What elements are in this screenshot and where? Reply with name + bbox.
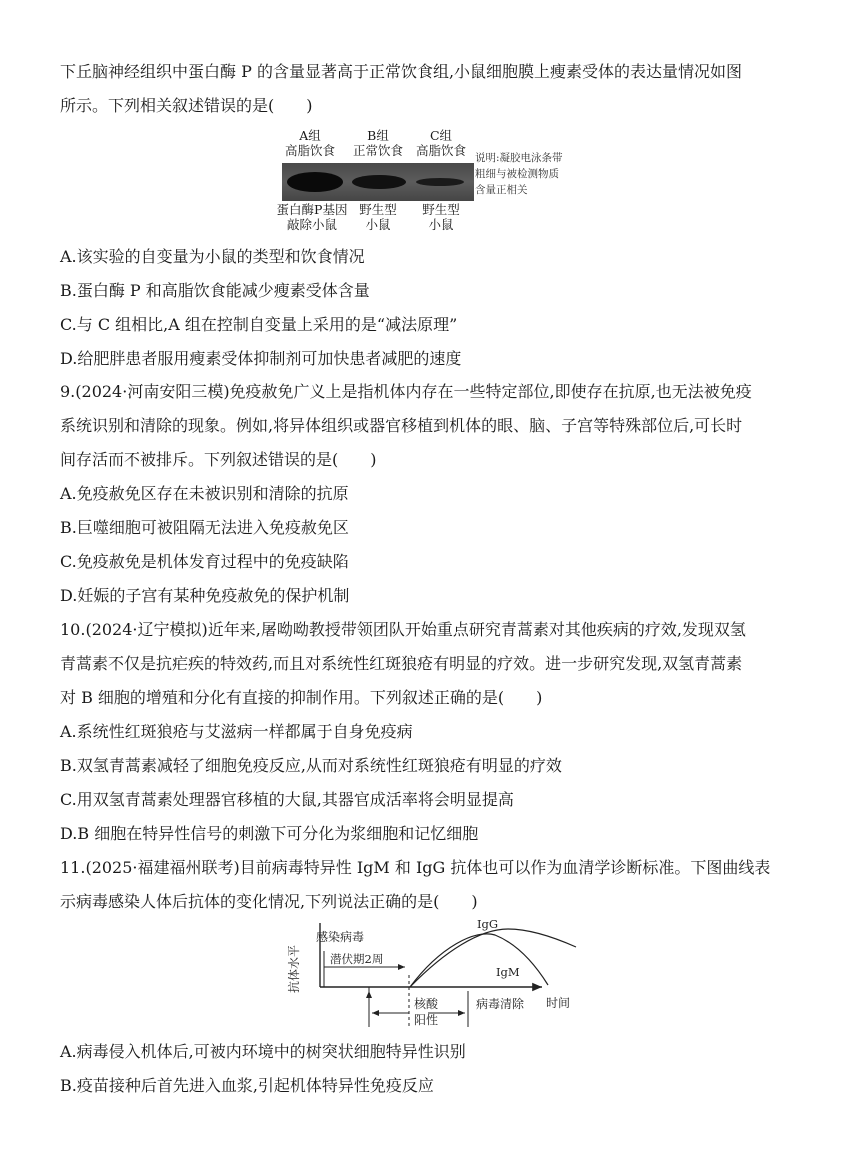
gel-image xyxy=(282,163,474,201)
q9-option-a: A.免疫赦免区存在未被识别和清除的抗原 xyxy=(60,484,349,503)
nucleic-positive-label-2: 阳性 xyxy=(414,1013,439,1027)
q8-stem-line-1: 下丘脑神经组织中蛋白酶 P 的含量显著高于正常饮食组,小鼠细胞膜上瘦素受体的表达量情况如图 xyxy=(60,62,743,81)
q8-stem-line-2: 所示。下列相关叙述错误的是( ) xyxy=(60,96,313,115)
igm-curve xyxy=(410,934,548,987)
q9-option-c: C.免疫赦免是机体发育过程中的免疫缺陷 xyxy=(60,552,349,571)
gel-band-a xyxy=(287,172,343,192)
gel-legend-note: 说明:凝胶电泳条带 粗细与被检测物质 含量正相关 xyxy=(475,152,563,196)
x-axis-label: 时间 xyxy=(546,996,571,1010)
q10-stem-line-1: 10.(2024·辽宁模拟)近年来,屠呦呦教授带领团队开始重点研究青蒿素对其他疾病的疗效,发现双氢 xyxy=(60,620,746,639)
q9-stem-line-1: 9.(2024·河南安阳三模)免疫赦免广义上是指机体内存在一些特定部位,即使存在抗原,也无法被免疫 xyxy=(60,382,752,401)
q11-stem-line-1: 11.(2025·福建福州联考)目前病毒特异性 IgM 和 IgG 抗体也可以作为血清学诊断标准。下图曲线表 xyxy=(60,858,771,877)
igg-label: IgG xyxy=(477,917,499,931)
q9-option-d: D.妊娠的子宫有某种免疫赦免的保护机制 xyxy=(60,586,350,605)
q8-option-c: C.与 C 组相比,A 组在控制自变量上采用的是“减法原理” xyxy=(60,315,458,334)
q11-option-b: B.疫苗接种后首先进入血浆,引起机体特异性免疫反应 xyxy=(60,1076,434,1095)
q10-option-d: D.B 细胞在特异性信号的刺激下可分化为浆细胞和记忆细胞 xyxy=(60,824,479,843)
virus-cleared-label: 病毒清除 xyxy=(476,997,525,1011)
nucleic-positive-label-1: 核酸 xyxy=(414,997,439,1011)
group-b-bottom-label: 野生型 小鼠 xyxy=(359,202,397,232)
q8-option-d: D.给肥胖患者服用瘦素受体抑制剂可加快患者减肥的速度 xyxy=(60,349,462,368)
y-axis-label: 抗体水平 xyxy=(287,944,301,994)
latent-period-label: 潜伏期2周 xyxy=(330,952,384,966)
q10-option-c: C.用双氢青蒿素处理器官移植的大鼠,其器官成活率将会明显提高 xyxy=(60,790,514,809)
group-a-top-label: A组 高脂饮食 xyxy=(284,128,335,158)
q10-option-a: A.系统性红斑狼疮与艾滋病一样都属于自身免疫病 xyxy=(60,722,413,741)
q9-stem-line-3: 间存活而不被排斥。下列叙述错误的是( ) xyxy=(60,450,377,469)
q10-option-b: B.双氢青蒿素减轻了细胞免疫反应,从而对系统性红斑狼疮有明显的疗效 xyxy=(60,756,562,775)
gel-band-b xyxy=(352,175,406,189)
gel-electrophoresis-figure xyxy=(278,128,618,234)
group-c-top-label: C组 高脂饮食 xyxy=(415,128,466,158)
igg-curve xyxy=(410,929,576,987)
group-a-bottom-label: 蛋白酶P基因 敲除小鼠 xyxy=(276,202,348,232)
q10-stem-line-2: 青蒿素不仅是抗疟疾的特效药,而且对系统性红斑狼疮有明显的疗效。进一步研究发现,双氢青蒿素 xyxy=(60,654,743,673)
q9-stem-line-2: 系统识别和清除的现象。例如,将异体组织或器官移植到机体的眼、脑、子宫等特殊部位后,可长时 xyxy=(60,416,743,435)
infection-label: 感染病毒 xyxy=(316,930,365,944)
q8-option-a: A.该实验的自变量为小鼠的类型和饮食情况 xyxy=(60,247,365,266)
gel-band-c xyxy=(416,178,464,186)
antibody-curve-figure xyxy=(280,917,600,1035)
q11-option-a: A.病毒侵入机体后,可被内环境中的树突状细胞特异性识别 xyxy=(60,1042,466,1061)
igm-label: IgM xyxy=(496,965,520,979)
group-b-top-label: B组 正常饮食 xyxy=(352,128,403,158)
q11-stem-line-2: 示病毒感染人体后抗体的变化情况,下列说法正确的是( ) xyxy=(60,892,478,911)
q10-stem-line-3: 对 B 细胞的增殖和分化有直接的抑制作用。下列叙述正确的是( ) xyxy=(60,688,543,707)
group-c-bottom-label: 野生型 小鼠 xyxy=(422,202,460,232)
q8-option-b: B.蛋白酶 P 和高脂饮食能减少瘦素受体含量 xyxy=(60,281,370,300)
q9-option-b: B.巨噬细胞可被阻隔无法进入免疫赦免区 xyxy=(60,518,349,537)
